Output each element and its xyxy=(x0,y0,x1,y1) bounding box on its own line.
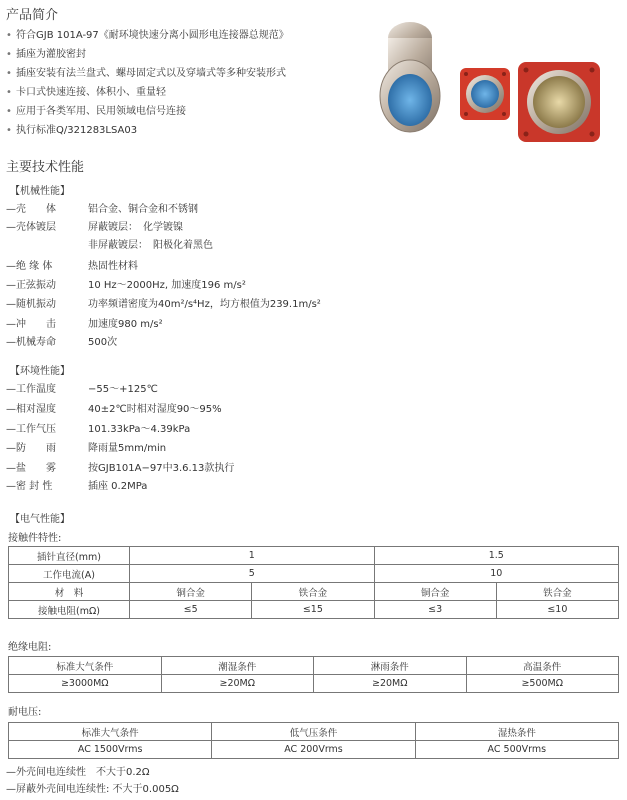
shield-continuity-row: —屏蔽外壳间电连续性: 不大于0.005Ω xyxy=(6,784,179,795)
mechanical-heading: 【机械性能】 xyxy=(10,186,70,197)
environment-heading: 【环境性能】 xyxy=(10,366,70,377)
electrical-heading: 【电气性能】 xyxy=(10,514,70,525)
list-item: • 执行标准Q/321283LSA03 xyxy=(6,121,346,140)
table-cell: 插针直径(mm) xyxy=(9,547,130,565)
spec-row: —绝 缘 体 热固性材料 xyxy=(6,261,138,272)
spec-row: —壳 体 铝合金、铜合金和不锈钢 xyxy=(6,204,198,215)
table-cell: AC 1500Vrms xyxy=(9,741,212,759)
table-cell: ≤10 xyxy=(496,601,618,619)
table-cell: 材 料 xyxy=(9,583,130,601)
spec-row: —工作气压 101.33kPa～4.39kPa xyxy=(6,424,191,435)
table-cell: 低气压条件 xyxy=(212,723,415,741)
table-row xyxy=(9,601,619,619)
spec-row: —盐 雾 按GJB101A−97中3.6.13款执行 xyxy=(6,463,235,474)
contact-table xyxy=(8,546,619,619)
continuity-row: —外壳间电连续性 不大于0.2Ω xyxy=(6,767,150,778)
table-cell: 高温条件 xyxy=(466,657,619,675)
spec-row: —冲 击 加速度980 m/s² xyxy=(6,319,163,330)
table-cell: 铜合金 xyxy=(130,583,252,601)
table-row xyxy=(9,657,619,675)
table-row xyxy=(9,547,619,565)
table-cell: 标准大气条件 xyxy=(9,723,212,741)
voltage-table xyxy=(8,722,619,759)
voltage-title: 耐电压: xyxy=(8,707,42,718)
list-item: • 应用于各类军用、民用领域电信号连接 xyxy=(6,102,346,121)
bullet-icon: • xyxy=(6,125,12,136)
round-plug-icon xyxy=(380,22,440,132)
spec-row: —工作温度 −55～+125℃ xyxy=(6,384,158,395)
table-cell: 潮湿条件 xyxy=(161,657,314,675)
table-cell: 标准大气条件 xyxy=(9,657,162,675)
bullet-icon: • xyxy=(6,30,12,41)
spec-row: —机械寿命 500次 xyxy=(6,337,118,348)
list-item: • 插座为灌胶密封 xyxy=(6,45,346,64)
table-row xyxy=(9,583,619,601)
table-cell: 工作电流(A) xyxy=(9,565,130,583)
table-cell: AC 500Vrms xyxy=(415,741,618,759)
table-cell: 5 xyxy=(130,565,375,583)
bullet-icon: • xyxy=(6,106,12,117)
square-flange-receptacle-large-icon xyxy=(518,62,600,142)
bullet-icon: • xyxy=(6,87,12,98)
table-cell: 1 xyxy=(130,547,375,565)
intro-bullet-list xyxy=(6,26,346,140)
intro-title: 产品简介 xyxy=(6,8,59,23)
list-item: • 插座安装有法兰盘式、螺母固定式以及穿墙式等多种安装形式 xyxy=(6,64,346,83)
table-cell: ≥3000MΩ xyxy=(9,675,162,693)
table-cell: ≤3 xyxy=(374,601,496,619)
table-cell: 铁合金 xyxy=(496,583,618,601)
table-cell: 湿热条件 xyxy=(415,723,618,741)
table-cell: AC 200Vrms xyxy=(212,741,415,759)
table-cell: ≤5 xyxy=(130,601,252,619)
table-cell: ≥20MΩ xyxy=(161,675,314,693)
list-item: • 卡口式快速连接、体积小、重量轻 xyxy=(6,83,346,102)
table-cell: 铁合金 xyxy=(252,583,374,601)
table-cell: 铜合金 xyxy=(374,583,496,601)
table-row xyxy=(9,723,619,741)
table-cell: 1.5 xyxy=(374,547,619,565)
list-item: • 符合GJB 101A-97《耐环境快速分离小圆形电连接器总规范》 xyxy=(6,26,346,45)
tech-title: 主要技术性能 xyxy=(6,160,85,175)
table-row xyxy=(9,741,619,759)
spec-row: 非屏蔽镀层： 阳极化着黑色 xyxy=(88,240,213,251)
spec-row: —正弦振动 10 Hz～2000Hz, 加速度196 m/s² xyxy=(6,280,246,291)
table-cell: ≥20MΩ xyxy=(314,675,467,693)
bullet-icon: • xyxy=(6,68,12,79)
bullet-icon: • xyxy=(6,49,12,60)
table-row xyxy=(9,675,619,693)
spec-row: —随机振动 功率频谱密度为40m²/s⁴Hz，均方根值为239.1m/s² xyxy=(6,299,321,310)
table-cell: ≥500MΩ xyxy=(466,675,619,693)
table-cell: 接触电阻(mΩ) xyxy=(9,601,130,619)
spec-row: —壳体镀层 屏蔽镀层： 化学镀镍 xyxy=(6,222,183,233)
square-flange-receptacle-small-icon xyxy=(460,68,510,120)
table-cell: 淋雨条件 xyxy=(314,657,467,675)
table-cell: ≤15 xyxy=(252,601,374,619)
table-row xyxy=(9,565,619,583)
spec-row: —密 封 性 插座 0.2MPa xyxy=(6,481,148,492)
insulation-title: 绝缘电阻: xyxy=(8,642,52,653)
contact-title: 接触件特性: xyxy=(8,533,62,544)
table-cell: 10 xyxy=(374,565,619,583)
spec-row: —相对湿度 40±2℃时相对湿度90～95% xyxy=(6,404,222,415)
connector-product-photo xyxy=(368,0,618,150)
spec-row: —防 雨 降雨量5mm/min xyxy=(6,443,167,454)
insulation-table xyxy=(8,656,619,693)
